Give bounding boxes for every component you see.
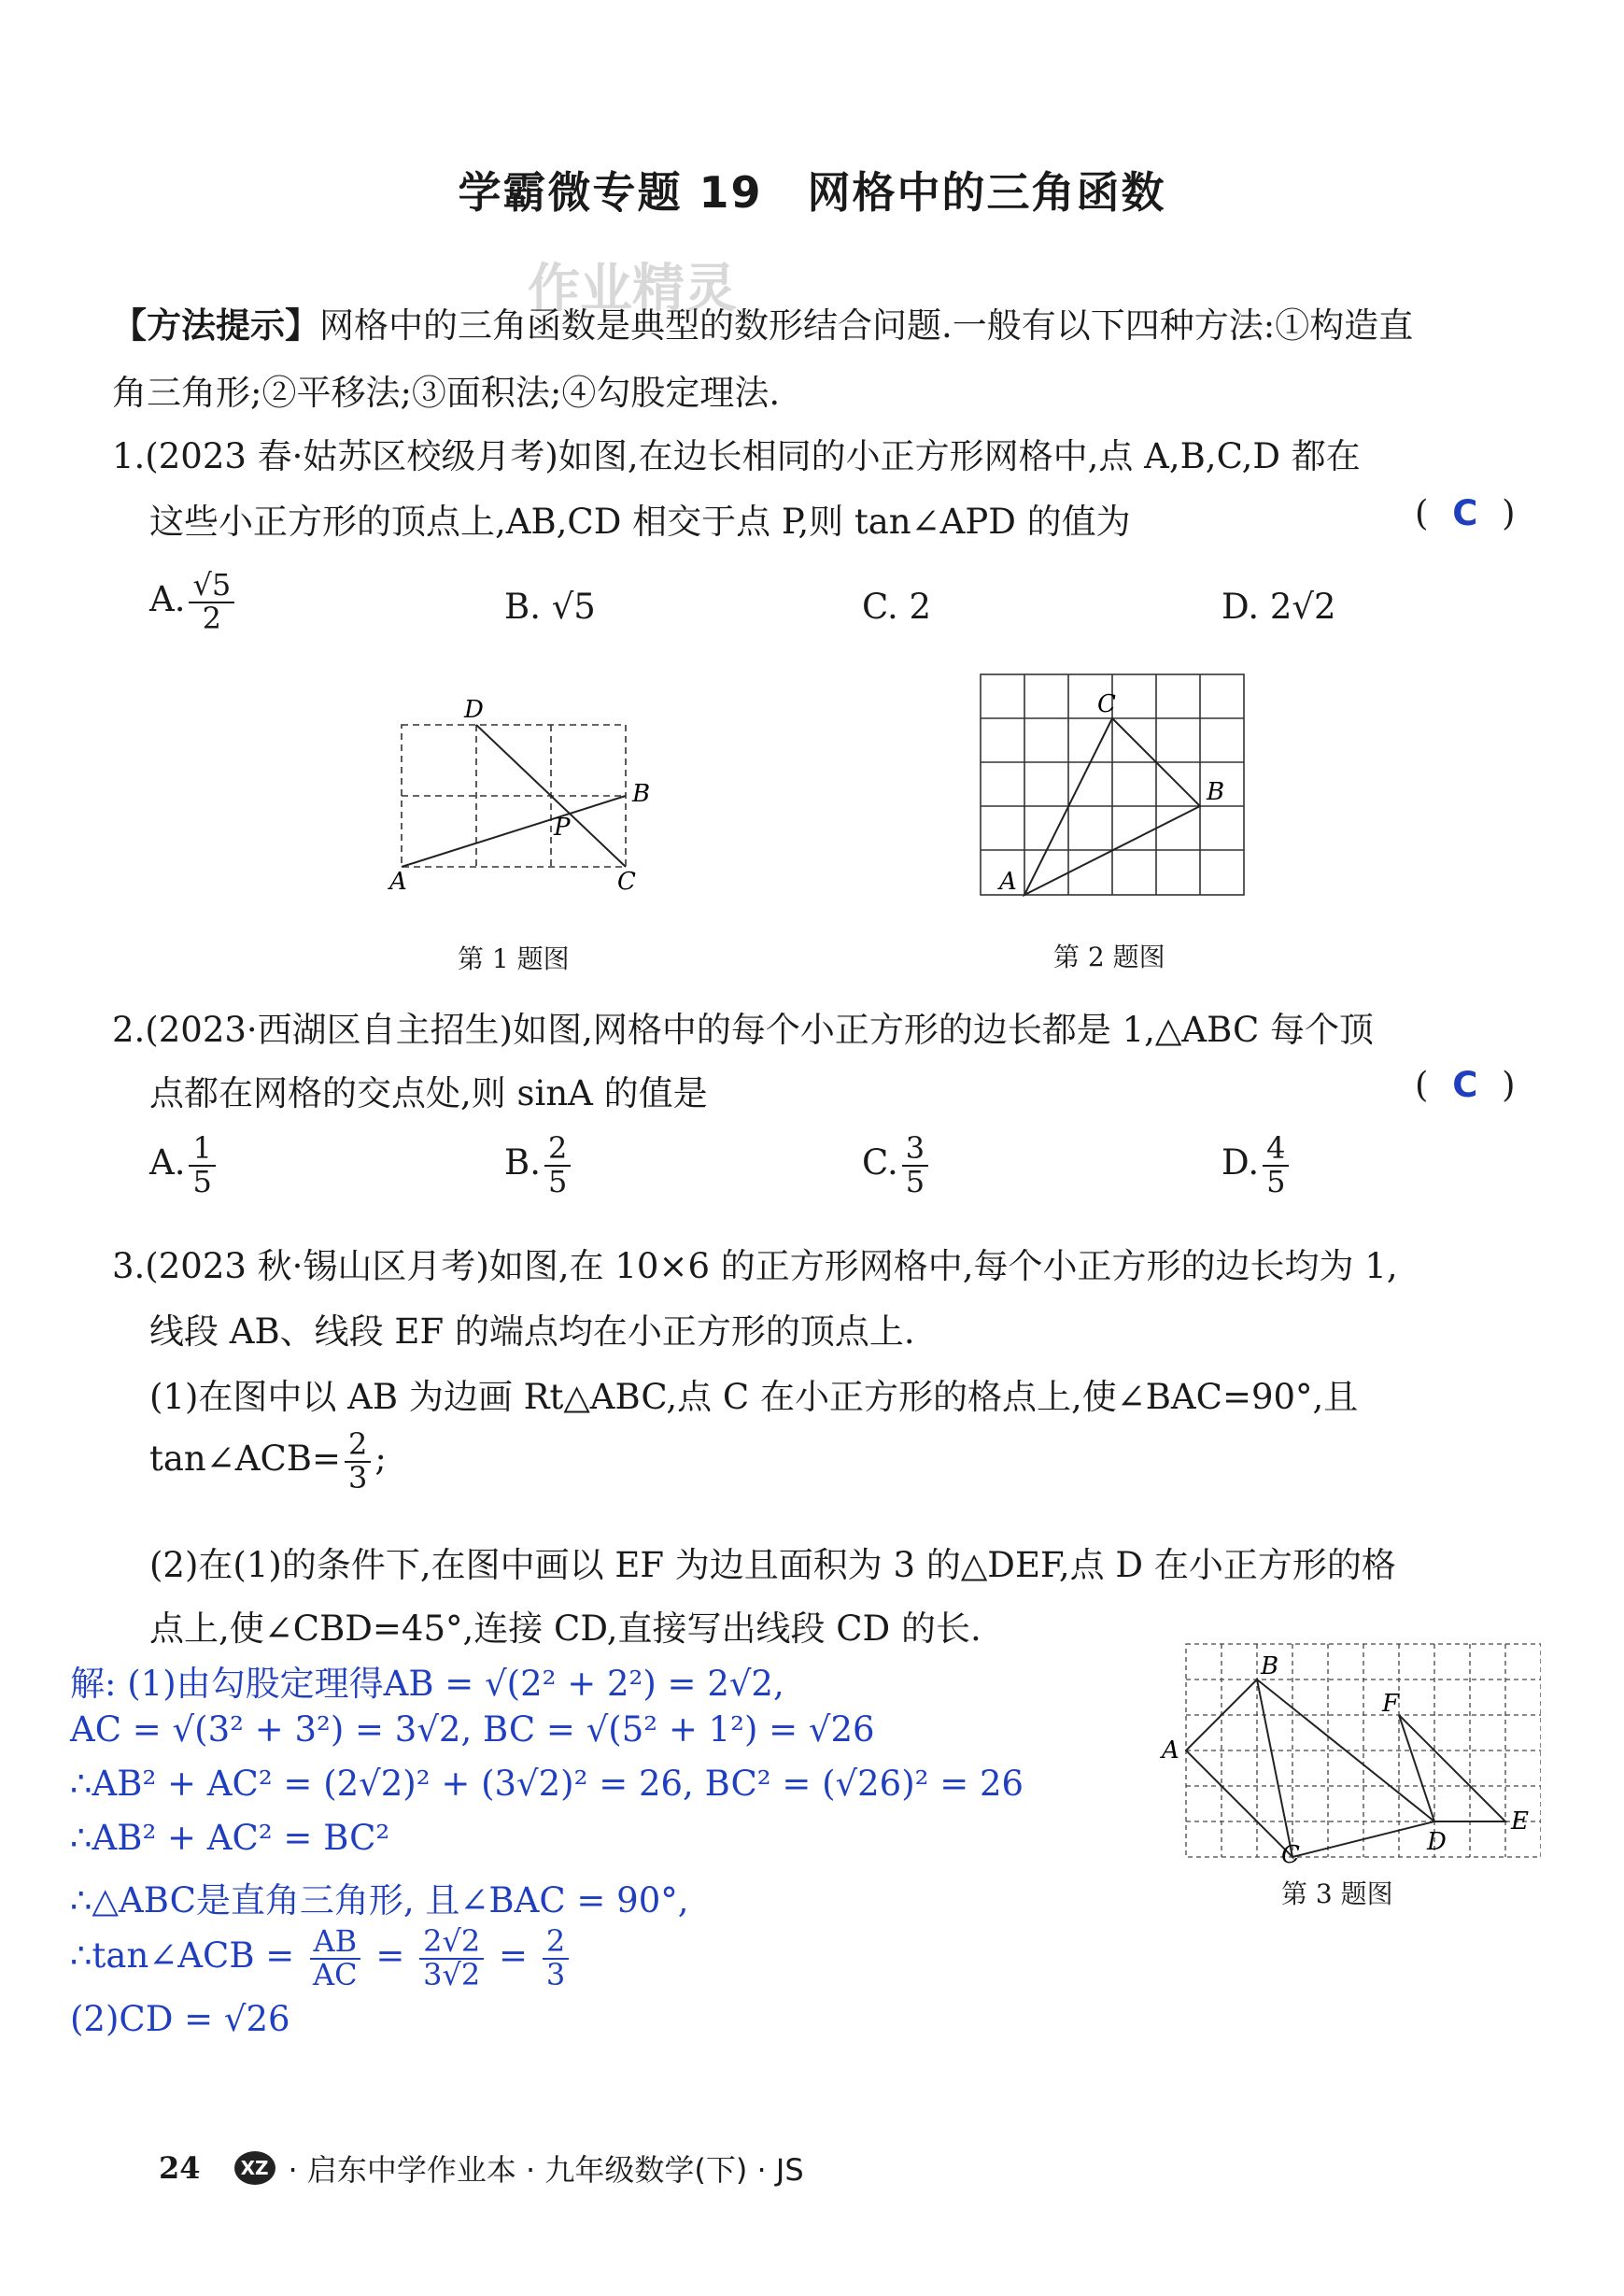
- q2-option-d-label: D.: [1222, 1142, 1260, 1183]
- q1-line-2: 这些小正方形的顶点上,AB,CD 相交于点 P,则 tan∠APD 的值为: [149, 502, 1131, 542]
- solution-fraction-2: [419, 1923, 484, 1992]
- q1-answer: C: [1452, 493, 1478, 533]
- solution-eq-1: =: [364, 1935, 417, 1977]
- method-line-2: 角三角形;②平移法;③面积法;④勾股定理法.: [112, 373, 781, 413]
- q3-figure: [1149, 1625, 1541, 1868]
- q2-figure: [971, 665, 1251, 908]
- q1-paren-close: ): [1502, 493, 1516, 533]
- q3-part2-line-1: (2)在(1)的条件下,在图中画以 EF 为边且面积为 3 的△DEF,点 D 在小正方形的格: [149, 1545, 1396, 1585]
- q1-figure-grid: [402, 725, 626, 867]
- page-footer: [159, 2147, 804, 2190]
- q2-option-d-num: 4: [1263, 1133, 1289, 1167]
- q1-option-b: B. √5: [504, 587, 596, 627]
- q3-part1-line-1: (1)在图中以 AB 为边画 Rt△ABC,点 C 在小正方形的格点上,使∠BAC=90°,且: [149, 1377, 1359, 1417]
- q2-line-1: 2.(2023·西湖区自主招生)如图,网格中的每个小正方形的边长都是 1,△ABC 每个顶: [112, 1010, 1375, 1050]
- q1-answer-paren: [1415, 493, 1516, 533]
- solution-line-3: ∴AB² + AC² = (2√2)² + (3√2)² = 26, BC² = (√26)² = 26: [70, 1764, 1024, 1804]
- q3-label-f: F: [1382, 1690, 1400, 1718]
- q3-part1-fraction: [345, 1426, 371, 1495]
- q2-option-a-fraction: [189, 1130, 215, 1199]
- q2-paren-close: ): [1502, 1065, 1516, 1105]
- q2-option-d: [1222, 1130, 1292, 1199]
- q3-part1-line-2: [149, 1426, 387, 1495]
- q3-part1-num: 2: [345, 1429, 371, 1463]
- q1-option-a-den: 2: [202, 600, 222, 636]
- solution-line-4: ∴AB² + AC² = BC²: [70, 1818, 390, 1858]
- q1-figure: [378, 689, 658, 904]
- watermark: 作业精灵: [528, 259, 737, 319]
- q1-option-a-fraction: [189, 567, 234, 636]
- q2-label-c: C: [1097, 690, 1116, 718]
- q2-line-2: 点都在网格的交点处,则 sinA 的值是: [149, 1073, 708, 1113]
- q3-part1-den: 3: [347, 1459, 368, 1495]
- q3-line-1: 3.(2023 秋·锡山区月考)如图,在 10×6 的正方形网格中,每个小正方形的边长均为 1,: [112, 1246, 1398, 1286]
- page-number: 24: [159, 2150, 201, 2186]
- q2-figure-caption: 第 2 题图: [1053, 942, 1165, 972]
- q2-option-c-den: 5: [905, 1163, 925, 1199]
- footer-text: · 启东中学作业本 · 九年级数学(下) · JS: [288, 2152, 804, 2188]
- q3-part1-suffix: ;: [374, 1439, 387, 1480]
- q1-label-d: D: [464, 696, 484, 724]
- solution-f3-den: 3: [545, 1956, 566, 1992]
- q2-label-a: A: [999, 868, 1017, 896]
- solution-line-6: [70, 1923, 572, 1992]
- solution-f3-num: 2: [543, 1926, 569, 1960]
- solution-f1-den: AC: [313, 1956, 358, 1992]
- q3-part2-line-2: 点上,使∠CBD=45°,连接 CD,直接写出线段 CD 的长.: [149, 1609, 981, 1649]
- q3-part1-prefix: tan∠ACB=: [149, 1439, 341, 1480]
- q1-label-b: B: [632, 780, 651, 808]
- solution-line-1: 解: (1)由勾股定理得AB = √(2² + 2²) = 2√2,: [70, 1664, 784, 1704]
- q3-label-a: A: [1162, 1736, 1179, 1765]
- q1-paren-open: (: [1415, 493, 1429, 533]
- q3-label-c: C: [1281, 1841, 1300, 1868]
- q2-option-c-label: C.: [862, 1142, 898, 1183]
- q2-option-d-den: 5: [1266, 1163, 1286, 1199]
- solution-f1-num: AB: [310, 1926, 361, 1960]
- q2-option-b-fraction: [544, 1130, 571, 1199]
- q3-figure-caption: 第 3 题图: [1281, 1878, 1393, 1909]
- q1-option-d: D. 2√2: [1222, 587, 1336, 627]
- method-label: 【方法提示】: [112, 305, 319, 346]
- q2-option-a-label: A.: [149, 1142, 186, 1183]
- q2-option-a-num: 1: [189, 1133, 215, 1167]
- q3-line-2: 线段 AB、线段 EF 的端点均在小正方形的顶点上.: [149, 1311, 915, 1352]
- solution-tan-prefix: ∴tan∠ACB =: [70, 1935, 306, 1977]
- q3-label-b: B: [1261, 1652, 1279, 1680]
- solution-f2-den: 3√2: [423, 1956, 481, 1992]
- q2-answer: C: [1452, 1065, 1478, 1105]
- q3-label-d: D: [1427, 1828, 1447, 1856]
- q3-figure-grid: [1186, 1644, 1541, 1857]
- q2-option-b-den: 5: [547, 1163, 568, 1199]
- q3-label-e: E: [1511, 1807, 1529, 1835]
- q1-label-p: P: [554, 814, 571, 842]
- method-text-1: 网格中的三角函数是典型的数形结合问题.一般有以下四种方法:①构造直: [319, 305, 1414, 346]
- q1-option-a-label: A.: [149, 579, 186, 620]
- q3-figure-lines: [1186, 1679, 1505, 1857]
- solution-line-2: AC = √(3² + 3²) = 3√2, BC = √(5² + 1²) = √26: [70, 1709, 875, 1750]
- q2-paren-open: (: [1415, 1065, 1429, 1105]
- q1-line-1: 1.(2023 春·姑苏区校级月考)如图,在边长相同的小正方形网格中,点 A,B,C,D 都在: [112, 436, 1361, 476]
- solution-f2-num: 2√2: [419, 1926, 484, 1960]
- q2-answer-paren: [1415, 1065, 1516, 1105]
- q1-label-a: A: [389, 868, 407, 896]
- q2-option-a-den: 5: [192, 1163, 212, 1199]
- q2-option-a: [149, 1130, 219, 1199]
- q2-option-c-fraction: [902, 1130, 928, 1199]
- publisher-badge: XZ: [234, 2151, 275, 2185]
- q2-option-b: [504, 1130, 574, 1199]
- q2-option-c-num: 3: [902, 1133, 928, 1167]
- q2-option-d-fraction: [1263, 1130, 1289, 1199]
- method-line-1: [112, 297, 1413, 347]
- q2-label-b: B: [1207, 778, 1225, 806]
- q1-option-c: C. 2: [862, 587, 932, 627]
- solution-eq-2: =: [487, 1935, 539, 1977]
- q1-segment-ab: [402, 796, 626, 867]
- q2-option-c: [862, 1130, 932, 1199]
- q1-figure-caption: 第 1 题图: [458, 943, 570, 974]
- solution-line-5: ∴△ABC是直角三角形, 且∠BAC = 90°,: [70, 1880, 689, 1920]
- q1-option-a-num: √5: [189, 570, 234, 603]
- solution-line-7: (2)CD = √26: [70, 1999, 290, 2039]
- q1-option-a: [149, 567, 238, 636]
- solution-fraction-1: [309, 1923, 361, 1992]
- solution-fraction-3: [543, 1923, 569, 1992]
- q2-option-b-num: 2: [544, 1133, 571, 1167]
- page-title: 学霸微专题 19 网格中的三角函数: [458, 167, 1166, 218]
- q2-option-b-label: B.: [504, 1142, 541, 1183]
- q1-label-c: C: [617, 868, 636, 896]
